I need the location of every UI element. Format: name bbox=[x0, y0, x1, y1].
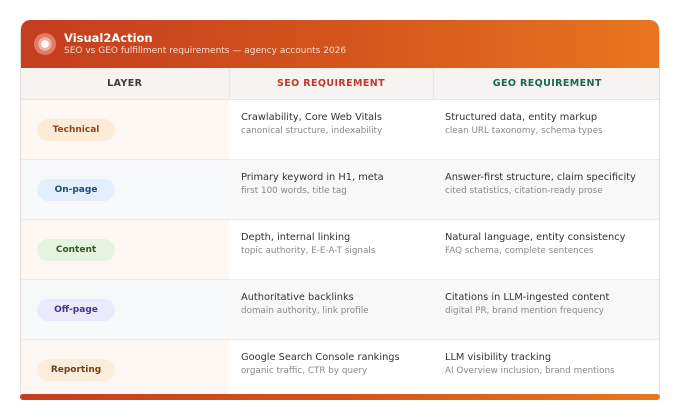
geo-cell bbox=[433, 159, 660, 219]
seo-primary: Primary keyword in H1, meta bbox=[241, 171, 384, 183]
column-header-seo: SEO REQUIREMENT bbox=[229, 68, 433, 99]
geo-secondary: cited statistics, citation-ready prose bbox=[445, 185, 603, 196]
layer-badge-off-page: Off-page bbox=[37, 299, 115, 321]
seo-cell bbox=[229, 279, 433, 339]
column-header-geo: GEO REQUIREMENT bbox=[433, 68, 660, 99]
app-title: Visual2Action bbox=[64, 30, 153, 45]
geo-secondary: AI Overview inclusion, brand mentions bbox=[445, 365, 615, 376]
seo-secondary: organic traffic, CTR by query bbox=[241, 365, 368, 376]
table-row bbox=[21, 219, 660, 279]
layer-badge-on-page: On-page bbox=[37, 179, 115, 201]
layer-cell bbox=[21, 339, 229, 395]
geo-primary: Structured data, entity markup bbox=[445, 111, 598, 123]
table-row bbox=[21, 159, 660, 219]
seo-primary: Authoritative backlinks bbox=[241, 291, 354, 303]
table-row bbox=[21, 99, 660, 159]
footer-accent-bar bbox=[20, 394, 660, 400]
table-row bbox=[21, 339, 660, 395]
seo-secondary: topic authority, E-E-A-T signals bbox=[241, 245, 376, 256]
table-row bbox=[21, 279, 660, 339]
geo-cell bbox=[433, 279, 660, 339]
seo-cell bbox=[229, 339, 433, 395]
seo-cell bbox=[229, 99, 433, 159]
table-header-row bbox=[21, 68, 660, 99]
seo-cell bbox=[229, 219, 433, 279]
geo-secondary: digital PR, brand mention frequency bbox=[445, 305, 605, 316]
geo-primary: Citations in LLM-ingested content bbox=[445, 291, 610, 303]
layer-badge-technical: Technical bbox=[37, 119, 115, 141]
geo-primary: Answer-first structure, claim specificity bbox=[445, 171, 636, 183]
geo-primary: LLM visibility tracking bbox=[445, 351, 552, 363]
layer-cell bbox=[21, 219, 229, 279]
seo-primary: Google Search Console rankings bbox=[241, 351, 400, 363]
seo-cell bbox=[229, 159, 433, 219]
seo-primary: Depth, internal linking bbox=[241, 231, 351, 243]
geo-primary: Natural language, entity consistency bbox=[445, 231, 626, 243]
layer-cell bbox=[21, 159, 229, 219]
column-header-layer: LAYER bbox=[21, 68, 229, 99]
geo-secondary: clean URL taxonomy, schema types bbox=[445, 125, 603, 136]
geo-cell bbox=[433, 339, 660, 395]
seo-primary: Crawlability, Core Web Vitals bbox=[241, 111, 383, 123]
layer-badge-content: Content bbox=[37, 239, 115, 261]
layer-cell bbox=[21, 279, 229, 339]
app-subtitle: SEO vs GEO fulfillment requirements — agency accounts 2026 bbox=[64, 45, 347, 56]
layer-cell bbox=[21, 99, 229, 159]
target-circle-icon bbox=[34, 33, 56, 55]
geo-secondary: FAQ schema, complete sentences bbox=[445, 245, 594, 256]
geo-cell bbox=[433, 219, 660, 279]
seo-secondary: domain authority, link profile bbox=[241, 305, 369, 316]
seo-secondary: canonical structure, indexability bbox=[241, 125, 383, 136]
card-header bbox=[21, 20, 659, 68]
geo-cell bbox=[433, 99, 660, 159]
requirements-table bbox=[21, 68, 660, 395]
layer-badge-reporting: Reporting bbox=[37, 359, 115, 381]
seo-secondary: first 100 words, title tag bbox=[241, 185, 347, 196]
comparison-card bbox=[20, 20, 660, 395]
